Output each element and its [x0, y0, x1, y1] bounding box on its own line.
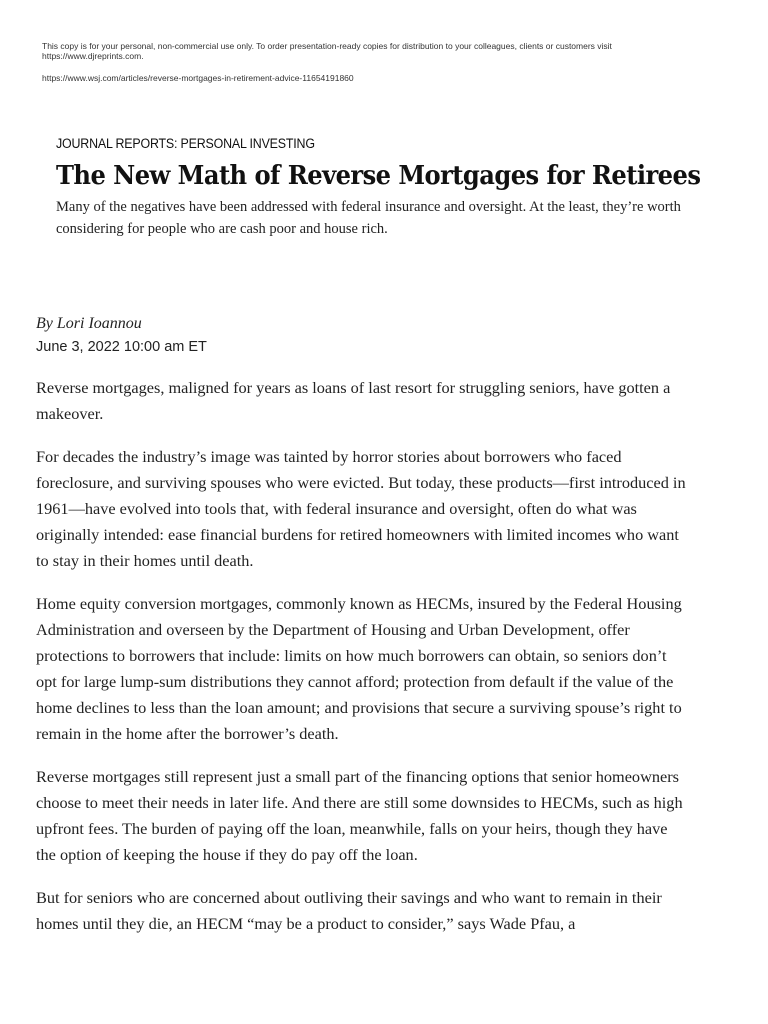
reprint-notice — [42, 41, 692, 83]
article-paragraph: But for seniors who are concerned about outliving their savings and who want to remain in their homes until they die, an HECM “may be a product to consider,” says Wade Pfau, a — [36, 888, 662, 933]
article-url[interactable]: https://www.wsj.com/articles/reverse-mortgages-in-retirement-advice-11654191860 — [42, 73, 354, 83]
section-kicker[interactable]: JOURNAL REPORTS: PERSONAL INVESTING — [56, 136, 315, 151]
article-headline: The New Math of Reverse Mortgages for Retirees — [56, 161, 701, 191]
article-dek: Many of the negatives have been addressed with federal insurance and oversight. At the least, they’re worth considering for people who are cash poor and house rich. — [56, 199, 681, 237]
article-paragraph: For decades the industry’s image was tainted by horror stories about borrowers who faced foreclosure, and surviving spouses who were evicted. But today, these products—first introduced in 1961—have evolved into tools that, with federal insurance and oversight, often do what was originally intended: ease financial burdens for retired homeowners with limited incomes who want to stay in their homes until death. — [36, 447, 686, 570]
article-paragraph: Home equity conversion mortgages, commonly known as HECMs, insured by the Federal Housing Administration and overseen by the Department of Housing and Urban Development, offer protections to borrowers that include: limits on how much borrowers can obtain, so seniors don’t opt for large lump-sum distributions they cannot afford; protection from default if the value of the home declines to less than the loan amount; and provisions that secure a surviving spouse’s right to remain in the home after the borrower’s death. — [36, 594, 682, 743]
publish-date: June 3, 2022 10:00 am ET — [36, 339, 207, 355]
article-body — [36, 375, 688, 954]
article-header — [56, 136, 716, 240]
reprint-notice-text: This copy is for your personal, non-commercial use only. To order presentation-ready copies for distribution to your colleagues, clients or customers visit https://www.djreprints.com. — [42, 41, 612, 61]
byline-block — [36, 312, 696, 358]
article-paragraph: Reverse mortgages still represent just a small part of the financing options that senior homeowners choose to meet their needs in later life. And there are still some downsides to HECMs, such as high upfront fees. The burden of paying off the loan, meanwhile, falls on your heirs, though they have the option of keeping the house if they do pay off the loan. — [36, 767, 683, 864]
byline[interactable]: By Lori Ioannou — [36, 315, 142, 332]
article-paragraph: Reverse mortgages, maligned for years as loans of last resort for struggling seniors, have gotten a makeover. — [36, 378, 671, 423]
